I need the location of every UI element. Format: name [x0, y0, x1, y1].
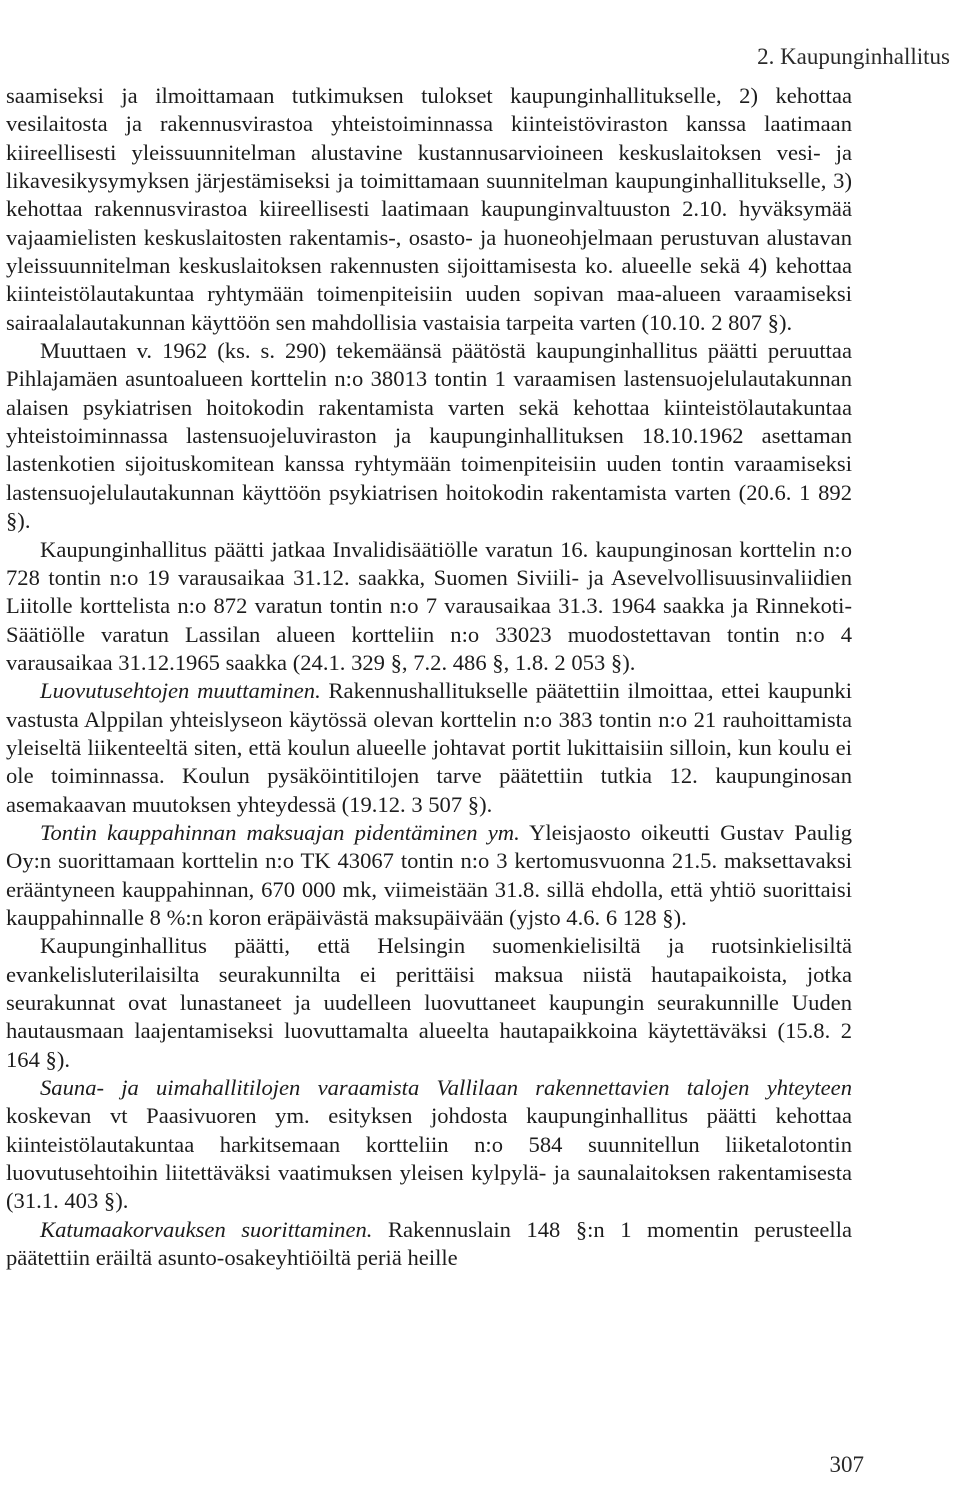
paragraph-text: Kaupunginhallitus päätti jatkaa Invalidisäätiölle varatun 16. kaupunginosan korttelin n:o 728 tontin n:o 19 varausaikaa 31.12. saakka, Suomen Siviili- ja Asevelvollisuusinvaliidien Liitolle korttelista n:o 872 varatun tontin n:o 7 varausaikaa 31.3. 1964 saakka ja Rinnekoti-Säätiölle varatun Lassilan alueen kortteliin n:o 33023 muodostettavan tontin n:o 4 varausaikaa 31.12.1965 saakka (24.1. 329 §, 7.2. 486 §, 1.8. 2 053 §). [6, 536, 852, 675]
page-number: 307 [829, 1452, 864, 1477]
running-head: 2. Kaupunginhallitus [757, 44, 950, 69]
paragraph-text: Kaupunginhallitus päätti, että Helsingin suomenkielisiltä ja ruotsinkielisiltä evankelisluterilaisilta seurakunnilta ei perittäisi maksua niistä hautapaikoista, jotka seurakunnat ovat lunastaneet ja uudelleen luovuttaneet kaupungin seurakunnille Uuden hautausmaan laajentamiseksi luovuttamalta alueelta hautapaikkoina käytettäväksi (15.8. 2 164 §). [6, 933, 852, 1072]
paragraph-varausaika [6, 536, 852, 678]
paragraph-continuation [6, 82, 852, 337]
paragraph-text: Yleisjaosto oikeutti Gustav Paulig Oy:n suorittamaan korttelin n:o TK 43067 tontin n:o 3 kertomusvuonna 21.5. maksettavaksi erääntyneen kauppahinnan, 670 000 mk, viimeistään 31.8. sillä ehdolla, että yhtiö suorittaisi kauppahinnalle 8 %:n koron eräpäivästä maksupäivään (yjsto 4.6. 6 128 §). [6, 819, 853, 930]
paragraph-text: Rakennuslain 148 §:n 1 momentin perusteella päätettiin eräiltä asunto-osakeyhtiöiltä periä heille [6, 1216, 852, 1271]
paragraph-hautapaikat [6, 932, 852, 1074]
paragraph-text: saamiseksi ja ilmoittamaan tutkimuksen tulokset kaupunginhallitukselle, 2) kehottaa vesilaitosta ja rakennusvirastoa yhteistoiminnassa kiinteistöviraston kanssa laatimaan kiireellisesti yleissuunnitelman alustavine kustannusarvioineen keskuslaitoksen vesi- ja likavesikysymyksen järjestämiseksi ja toimittamaan suunnitelman kaupunginhallitukselle, 3) kehottaa rakennusvirastoa kiireellisesti laatimaan kaupunginvaltuuston 2.10. hyväksymää vajaamielisten keskuslaitosten rakentamis-, osasto- ja huoneohjelmaan perustuvan alustavan yleissuunnitelman keskuslaitoksen rakennusten sijoittamisesta ko. alueelle sekä 4) kehottaa kiinteistölautakuntaa ryhtymään toimenpiteisiin uuden sopivan maa-alueen varaamiseksi sairaalalautakunnan käyttöön sen mahdollisia vastaisia tarpeita varten (10.10. 2 807 §). [6, 83, 852, 335]
paragraph-katumaakorvaus [6, 1216, 852, 1273]
section-heading: Katumaakorvauksen suorittaminen. [40, 1216, 373, 1242]
paragraph-text: Muuttaen v. 1962 (ks. s. 290) tekemäänsä päätöstä kaupunginhallitus päätti peruuttaa Pihlajamäen asuntoalueen korttelin n:o 38013 tontin 1 varaamisen lastensuojelulautakunnan alaisen psykiatrisen hoitokodin rakentamista varten sekä kehottaa kiinteistölautakuntaa yhteistoiminnassa lastensuojeluviraston ja kaupunginhallituksen 18.10.1962 asettaman lastenkotien sijoituskomitean kanssa ryhtymään toimenpiteisiin uuden tontin varaamiseksi lastensuojelulautakunnan käyttöön psykiatrisen hoitokodin rakentamista varten (20.6. 1 892 §). [6, 338, 852, 534]
paragraph-text: Rakennushallitukselle päätettiin ilmoittaa, ettei kaupunki vastusta Alppilan yhteislyseon käytössä olevan korttelin n:o 383 tontin n:o 21 rauhoittamista yleiseltä liikenteeltä siten, että koulun alueelle johtavat portit lukittaisiin silloin, kun koulu ei ole toiminnassa. Koulun pysäköintitilojen tarve päätettiin tutkia 12. kaupunginosan asemakaavan muutoksen yhteydessä (19.12. 3 507 §). [6, 678, 852, 817]
section-heading: Sauna- ja uimahallitilojen varaamista Vallilaan rakennettavien talojen yhteyteen [40, 1075, 852, 1101]
section-heading: Tontin kauppahinnan maksuajan pidentäminen ym. [40, 819, 520, 845]
paragraph-text: koskevan vt Paasivuoren ym. esityksen johdosta kaupunginhallitus päätti kehottaa kiinteistölautakuntaa harkitsemaan kortteliin n:o 584 suunnitellun liiketalotontin luovutusehtoihin liitettäväksi vaatimuksen yleisen kylpylä- ja saunalaitoksen rakentamisesta (31.1. 403 §). [6, 1103, 852, 1214]
paragraph-luovutusehtojen [6, 677, 852, 819]
document-body [6, 82, 852, 1272]
paragraph-kauppahinta [6, 819, 852, 932]
section-heading: Luovutusehtojen muuttaminen. [40, 678, 321, 704]
paragraph-pihlajamaki [6, 337, 852, 535]
paragraph-sauna [6, 1074, 852, 1216]
